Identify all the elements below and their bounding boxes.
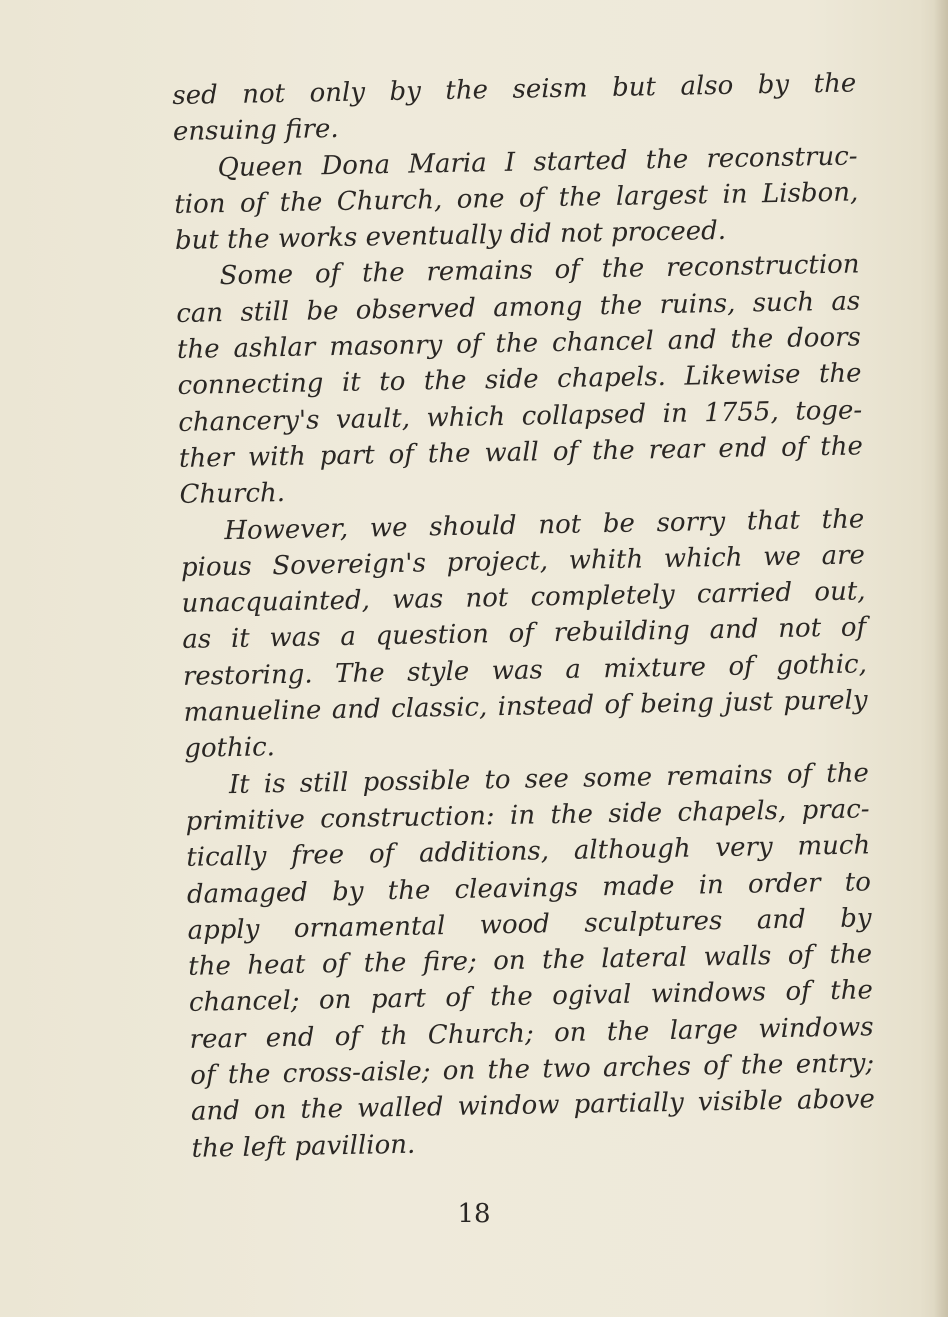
text-line: gothic. [184, 732, 276, 765]
text-line: manueline and classic, instead of being just purely [183, 685, 868, 728]
text-line: the left pavillion. [191, 1129, 416, 1164]
text-line: pious Sovereign's project, whith which we are [180, 540, 866, 583]
text-line: ensuing fire. [172, 114, 339, 148]
text-line: the heat of the fire; on the lateral walls of the [188, 939, 873, 982]
page-edge-shadow [934, 0, 948, 1317]
text-line: unacquainted, was not completely carried out, [181, 576, 866, 620]
text-line: Church. [179, 478, 286, 511]
text-line: as it was a question of rebuilding and not of [182, 612, 867, 656]
text-line: connecting it to the side chapels. Likewise the [177, 358, 862, 402]
text-line: of the cross-aisle; on the two arches of the entry; [190, 1048, 875, 1091]
text-line: It is still possible to see some remains of the [228, 757, 870, 800]
text-line: tion of the Church, one of the largest in Lisbon, [174, 177, 859, 220]
text-line: sed not only by the seism but also by the [172, 68, 857, 111]
body-text [172, 65, 876, 1166]
text-line: the ashlar masonry of the chancel and the doors [176, 322, 862, 366]
text-line: damaged by the cleavings made in order to [186, 866, 872, 910]
text-line: restoring. The style was a mixture of gothic, [182, 649, 868, 692]
text-line: primitive construction: in the side chapels, prac- [185, 794, 870, 837]
text-line: Some of the remains of the reconstruction [219, 249, 860, 292]
text-line: chancery's vault, which collapsed in 1755, toge- [178, 395, 863, 438]
text-line: tically free of additions, although very much [186, 830, 871, 874]
text-line: Queen Dona Maria I started the reconstruc- [217, 141, 858, 183]
text-line: ther with part of the wall of the rear end of the [178, 431, 864, 474]
text-line: apply ornamental wood sculptures and by [187, 903, 872, 946]
text-line: chancel; on part of the ogival windows of the [188, 975, 874, 1019]
text-line: but the works eventually did not proceed. [174, 216, 727, 257]
page-number: 18 [457, 1199, 491, 1229]
text-line: and on the walled window partially visible above [190, 1084, 876, 1128]
text-line: rear end of th Church; on the large windows [189, 1012, 874, 1055]
text-line: can still be observed among the ruins, such as [176, 286, 861, 329]
text-line: However, we should not be sorry that the [224, 503, 865, 546]
